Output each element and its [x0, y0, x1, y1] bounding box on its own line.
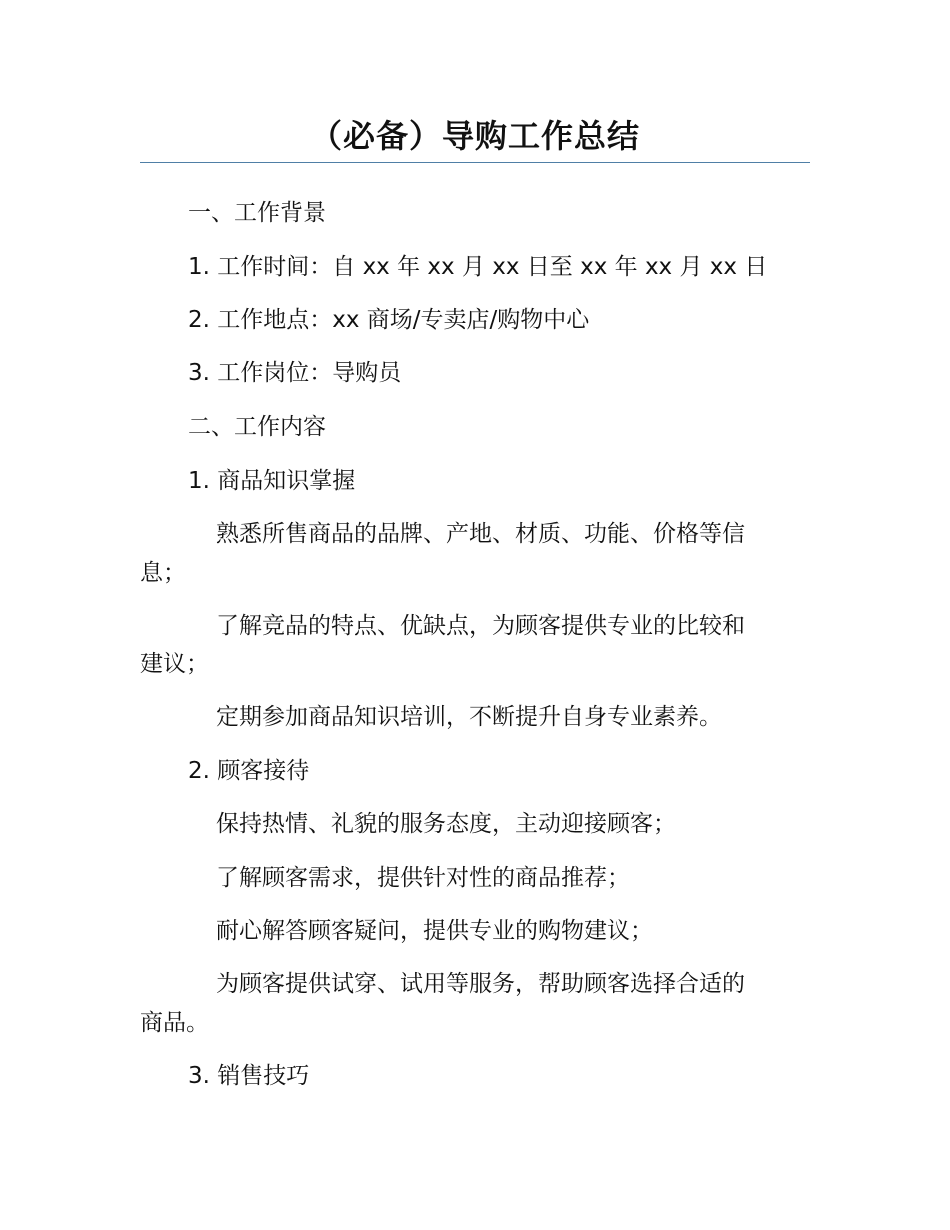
paragraph-reception-1: 保持热情、礼貌的服务态度，主动迎接顾客；: [216, 811, 676, 837]
section-heading-content: 二、工作内容: [188, 414, 326, 440]
paragraph-knowledge-2-line-1: 了解竞品的特点、优缺点，为顾客提供专业的比较和: [216, 613, 745, 639]
paragraph-reception-4-line-1: 为顾客提供试穿、试用等服务，帮助顾客选择合适的: [216, 971, 745, 997]
section-heading-background: 一、工作背景: [188, 200, 326, 226]
subheading-reception: 2. 顾客接待: [188, 758, 310, 784]
title-underline: [140, 162, 810, 163]
paragraph-knowledge-3: 定期参加商品知识培训，不断提升自身专业素养。: [216, 704, 722, 730]
list-item-work-time: 1. 工作时间：自 xx 年 xx 月 xx 日至 xx 年 xx 月 xx 日: [188, 254, 768, 280]
list-item-work-position: 3. 工作岗位：导购员: [188, 360, 402, 386]
paragraph-knowledge-1-line-1: 熟悉所售商品的品牌、产地、材质、功能、价格等信: [216, 521, 745, 547]
subheading-knowledge: 1. 商品知识掌握: [188, 468, 356, 494]
list-item-work-location: 2. 工作地点：xx 商场/专卖店/购物中心: [188, 307, 590, 333]
paragraph-knowledge-2-line-2: 建议；: [140, 651, 209, 677]
paragraph-knowledge-1-line-2: 息；: [140, 560, 186, 586]
subheading-sales: 3. 销售技巧: [188, 1063, 310, 1089]
paragraph-reception-2: 了解顾客需求，提供针对性的商品推荐；: [216, 865, 630, 891]
paragraph-reception-4-line-2: 商品。: [140, 1010, 209, 1036]
document-title: （必备）导购工作总结: [309, 117, 640, 155]
paragraph-reception-3: 耐心解答顾客疑问，提供专业的购物建议；: [216, 918, 653, 944]
